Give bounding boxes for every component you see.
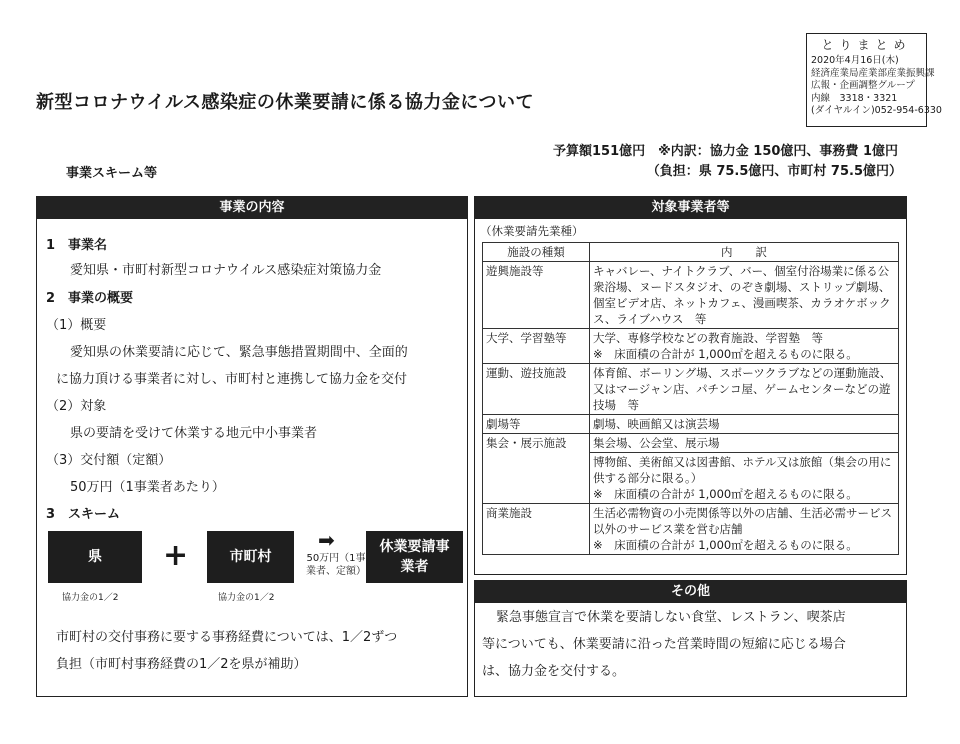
other-line-2: 等についても、休業要請に沿った営業時間の短縮に応じる場合 [482,637,846,652]
floor-area-note: ※ 床面積の合計が 1,000㎡を超えるものに限る。 [593,487,858,501]
section-subheading: 事業スキーム等 [66,166,158,181]
scheme-arrow-note: 50万円（1事業者、定額） [306,553,366,577]
other-line-1: 緊急事態宣言で休業を要請しない食堂、レストラン、喫茶店 [496,610,846,625]
facility-detail: 博物館、美術館又は図書館、ホテル又は旅館（集会の用に供する部分に限る。） ※ 床面積の合計が 1,000㎡を超えるものに限る。 [590,453,899,504]
section-3-title: 3 スキーム [46,507,121,522]
floor-area-note: ※ 床面積の合計が 1,000㎡を超えるものに限る。 [593,538,858,552]
section-2-3-body: 50万円（1事業者あたり） [70,480,225,495]
section-2-title: 2 事業の概要 [46,291,134,306]
table-row [483,364,899,415]
scheme-city-note: 協力金の1／2 [218,593,275,603]
expense-note-1: 市町村の交付事務に要する事務経費については、1／2ずつ [56,630,398,645]
facility-detail: 劇場、映画館又は演芸場 [590,415,899,434]
section-2-1-body-1: 愛知県の休業要請に応じて、緊急事態措置期間中、全面的 [70,345,408,360]
table-row [483,262,899,329]
contact-stamp [806,33,942,127]
scheme-city-box: 市町村 [207,531,294,583]
stamp-title: とりまとめ [821,38,912,52]
table-row [483,415,899,434]
facility-table [482,242,899,555]
page-title: 新型コロナウイルス感染症の休業要請に係る協力金について [36,92,535,113]
stamp-ext: 内線 3318・3321 [811,92,898,104]
section-1-title: 1 事業名 [46,238,108,253]
facility-type: 遊興施設等 [483,262,590,329]
scheme-prefecture-box: 県 [48,531,142,583]
table-row [483,434,899,453]
facility-detail: キャバレー、ナイトクラブ、バー、個室付浴場業に係る公衆浴場、ヌードスタジオ、のぞき劇場、ストリップ劇場、個室ビデオ店、ネットカフェ、漫画喫茶、カラオケボックス、ライブハウス 等 [590,262,899,329]
facility-detail: 集会場、公会堂、展示場 [590,434,899,453]
facility-type: 商業施設 [483,504,590,555]
other-line-3: は、協力金を交付する。 [482,664,626,679]
facility-detail: 体育館、ボーリング場、スポーツクラブなどの運動施設、又はマージャン店、パチンコ屋、ゲームセンターなどの遊技場 等 [590,364,899,415]
section-2-2-title: （2）対象 [46,399,107,414]
arrow-right-icon: ➡ [318,528,335,552]
facility-type: 集会・展示施設 [483,434,590,504]
stamp-tel: (ダイヤルイン)052-954-6330 [811,105,942,116]
col-type-header: 施設の種類 [483,243,590,262]
facility-detail: 生活必需物資の小売関係等以外の店舗、生活必需サービス以外のサービス業を営む店舗 ※ 床面積の合計が 1,000㎡を超えるものに限る。 [590,504,899,555]
stamp-date: 2020年4月16日(木) [811,55,899,66]
facility-type: 劇場等 [483,415,590,434]
target-business-header: 対象事業者等 [475,197,906,219]
table-header-row [483,243,899,262]
table-row [483,504,899,555]
scheme-target-box: 休業要請事業者 [366,531,463,583]
budget-line-2: （負担：県 75.5億円、市町村 75.5億円） [646,164,902,179]
facility-type: 大学、学習塾等 [483,329,590,364]
business-content-header: 事業の内容 [37,197,467,219]
facility-type: 運動、遊技施設 [483,364,590,415]
facility-detail: 大学、専修学校などの教育施設、学習塾 等 ※ 床面積の合計が 1,000㎡を超えるものに限る。 [590,329,899,364]
plus-icon: + [163,538,189,573]
floor-area-note: ※ 床面積の合計が 1,000㎡を超えるものに限る。 [593,347,858,361]
facility-caption: （休業要請先業種） [480,224,584,238]
table-row [483,329,899,364]
section-2-1-title: （1）概要 [46,318,107,333]
section-2-1-body-2: に協力頂ける事業者に対し、市町村と連携して協力金を交付 [56,372,408,387]
stamp-group: 広報・企画調整グループ [811,80,915,91]
scheme-prefecture-note: 協力金の1／2 [62,593,119,603]
section-2-2-body: 県の要請を受けて休業する地元中小事業者 [70,426,318,441]
other-header: その他 [475,581,906,603]
budget-line-1: 予算額151億円 ※内訳：協力金 150億円、事務費 1億円 [552,144,898,159]
section-1-body: 愛知県・市町村新型コロナウイルス感染症対策協力金 [70,263,382,278]
col-detail-header: 内 訳 [590,243,899,262]
expense-note-2: 負担（市町村事務経費の1／2を県が補助） [56,657,307,672]
section-2-3-title: （3）交付額（定額） [46,453,172,468]
stamp-dept: 経済産業局産業部産業振興課 [811,67,935,79]
